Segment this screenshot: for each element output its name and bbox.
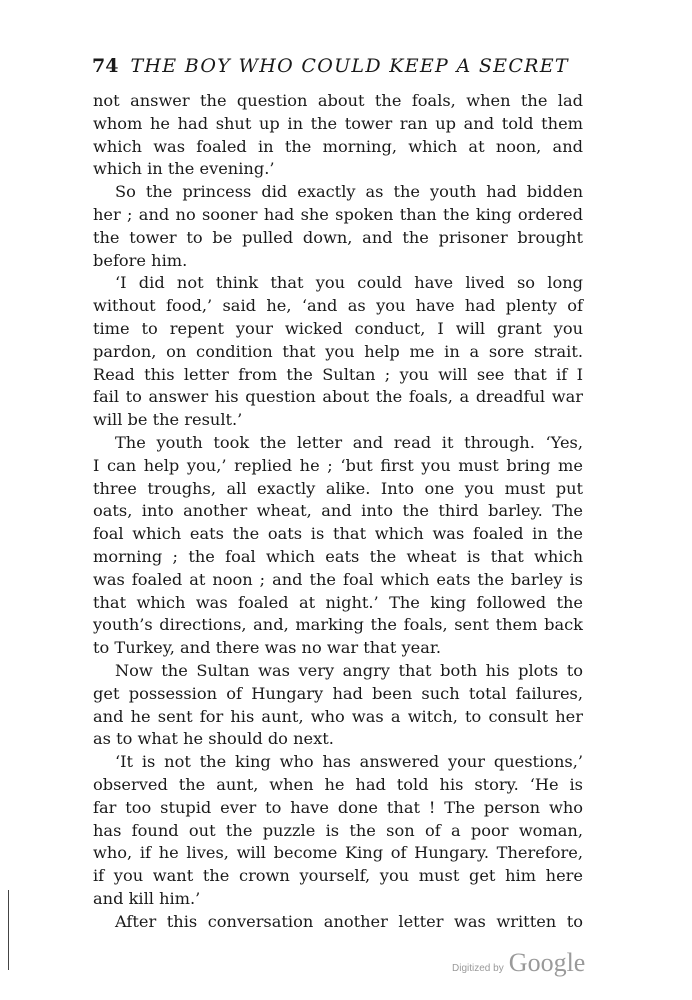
text-line: that which was foaled at night.’ The king followed the xyxy=(93,592,583,612)
text-line: fail to answer his question about the foals, a dreadful war xyxy=(93,387,583,407)
text-line: time to repent your wicked conduct, I will grant you xyxy=(93,318,583,338)
text-line: far too stupid ever to have done that ! The person who xyxy=(93,797,583,817)
running-title: THE BOY WHO COULD KEEP A SECRET xyxy=(130,55,569,77)
text-line: was foaled at noon ; and the foal which eats the barley is xyxy=(93,569,583,589)
text-line: Now the Sultan was very angry that both his plots to xyxy=(115,660,583,680)
text-line: and he sent for his aunt, who was a witch, to consult her xyxy=(93,706,583,726)
text-line: The youth took the letter and read it through. ‘Yes, xyxy=(115,432,583,452)
text-line: before him. xyxy=(93,250,188,270)
text-line: has found out the puzzle is the son of a poor woman, xyxy=(93,820,583,840)
text-line: will be the result.’ xyxy=(93,410,243,430)
text-line: which in the evening.’ xyxy=(93,159,275,179)
text-line: without food,’ said he, ‘and as you have had plenty of xyxy=(93,296,583,316)
text-line: morning ; the foal which eats the wheat is that which xyxy=(93,546,583,566)
running-header xyxy=(92,55,584,77)
text-line: pardon, on condition that you help me in a sore strait. xyxy=(93,341,583,361)
text-line: So the princess did exactly as the youth had bidden xyxy=(115,182,583,202)
text-line: ‘I did not think that you could have lived so long xyxy=(115,273,583,293)
text-line: foal which eats the oats is that which was foaled in the xyxy=(93,524,583,544)
text-line: which was foaled in the morning, which at noon, and xyxy=(93,136,583,156)
page-number: 74 xyxy=(92,55,119,77)
text-line: get possession of Hungary had been such total failures, xyxy=(93,683,583,703)
text-line: the tower to be pulled down, and the prisoner brought xyxy=(93,227,583,247)
text-line: youth’s directions, and, marking the foals, sent them back xyxy=(93,615,583,635)
text-line: if you want the crown yourself, you must get him here xyxy=(93,866,583,886)
text-line: observed the aunt, when he had told his story. ‘He is xyxy=(93,774,583,794)
text-line: oats, into another wheat, and into the third barley. The xyxy=(93,501,583,521)
text-line: I can help you,’ replied he ; ‘but first you must bring me xyxy=(93,455,583,475)
text-line: her ; and no sooner had she spoken than the king ordered xyxy=(93,204,583,224)
page-body-text xyxy=(93,90,583,933)
watermark-prefix: Digitized by xyxy=(452,963,504,974)
text-line: whom he had shut up in the tower ran up and told them xyxy=(93,113,583,133)
text-line: After this conversation another letter was written to xyxy=(115,911,583,931)
scan-edge-mark xyxy=(8,890,9,970)
text-line: as to what he should do next. xyxy=(93,729,334,749)
text-line: to Turkey, and there was no war that year. xyxy=(93,638,441,658)
text-line: who, if he lives, will become King of Hungary. Therefore, xyxy=(93,843,583,863)
text-line: three troughs, all exactly alike. Into one you must put xyxy=(93,478,583,498)
text-line: ‘It is not the king who has answered your questions,’ xyxy=(115,752,583,772)
text-line: and kill him.’ xyxy=(93,888,201,908)
text-line: not answer the question about the foals, when the lad xyxy=(93,91,583,110)
watermark-brand: Google xyxy=(508,948,586,977)
digitized-watermark xyxy=(452,948,585,978)
text-line: Read this letter from the Sultan ; you will see that if I xyxy=(93,364,583,384)
